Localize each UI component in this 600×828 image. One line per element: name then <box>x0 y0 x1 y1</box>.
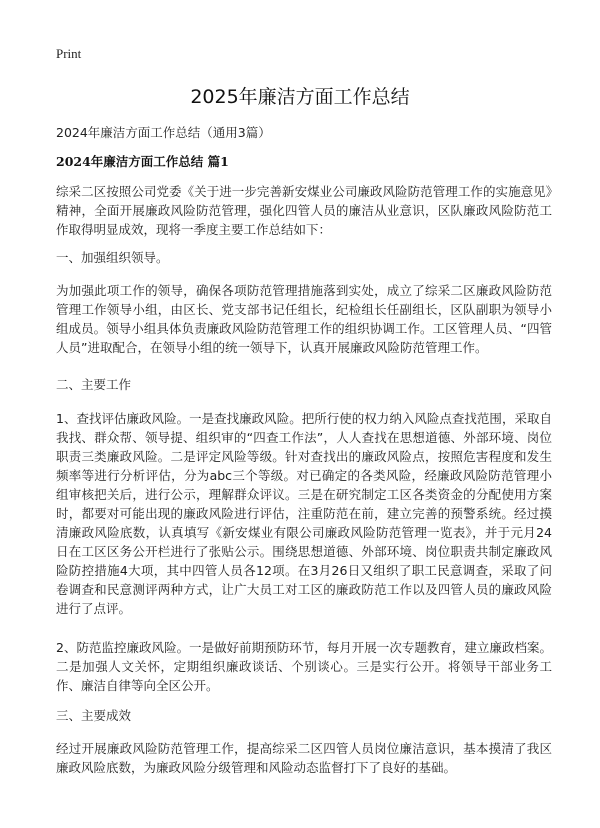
intro-paragraph: 综采二区按照公司党委《关于进一步完善新安煤业公司廉政风险防范管理工作的实施意见》精神，全面开展廉政风险防范管理，强化四管人员的廉洁从业意识，区队廉政风险防范工作取得明显成效，现将一季度主要工作总结如下： <box>56 184 552 237</box>
heading-organization: 一、加强组织领导。 <box>56 250 169 265</box>
section-heading: 2024年廉洁方面工作总结 篇1 <box>56 154 229 169</box>
print-link[interactable]: Print <box>56 46 82 61</box>
document-subtitle: 2024年廉洁方面工作总结（通用3篇） <box>56 125 271 140</box>
risk-monitoring-paragraph: 2、防范监控廉政风险。一是做好前期预防环节，每月开展一次专题教育，建立廉政档案。二是加强人文关怀，定期组织廉政谈话、个别谈心。三是实行公开。将领导干部业务工作、廉洁自律等向全区公开。 <box>56 640 552 693</box>
results-paragraph: 经过开展廉政风险防范管理工作，提高综采二区四管人员岗位廉洁意识，基本摸清了我区廉政风险底数，为廉政风险分级管理和风险动态监督打下了良好的基础。 <box>56 741 552 775</box>
organization-paragraph: 为加强此项工作的领导，确保各项防范管理措施落到实处，成立了综采二区廉政风险防范管理工作领导小组，由区长、党支部书记任组长，纪检组长任副组长，区队副职为领导小组成员。领导小组具体负责廉政风险防范管理工作的组织协调工作。工区管理人员、“四管人员”进取配合，在领导小组的统一领导下，认真开展廉政风险防范管理工作。 <box>56 283 552 355</box>
heading-results: 三、主要成效 <box>56 708 132 723</box>
risk-assessment-paragraph: 1、查找评估廉政风险。一是查找廉政风险。把所行使的权力纳入风险点查找范围，采取自我找、群众帮、领导提、组织审的“四查工作法”，人人查找在思想道德、外部环境、岗位职责三类廉政风险。二是评定风险等级。针对查找出的廉政风险点，按照危害程度和发生频率等进行分析评估，分为abc三个等级。对已确定的各类风险，经廉政风险防范管理小组审核把关后，进行公示，理解群众评议。三是在研究制定工区各类资金的分配使用方案时，都要对可能出现的廉政风险进行评估，注重防范在前，建立完善的预警系统。经过摸清廉政风险底数，认真填写《新安煤业有限公司廉政风险防范管理一览表》，并于元月24日在工区区务公开栏进行了张贴公示。围绕思想道德、外部环境、岗位职责共制定廉政风险防控措施4大项，其中四管人员各12项。在3月26日又组织了职工民意调查，采取了问卷调查和民意测评两种方式，让广大员工对工区的廉政防范工作以及四管人员的廉政风险进行了点评。 <box>56 411 552 616</box>
page-title: 2025年廉洁方面工作总结 <box>190 86 410 108</box>
heading-main-work: 二、主要工作 <box>56 377 132 392</box>
